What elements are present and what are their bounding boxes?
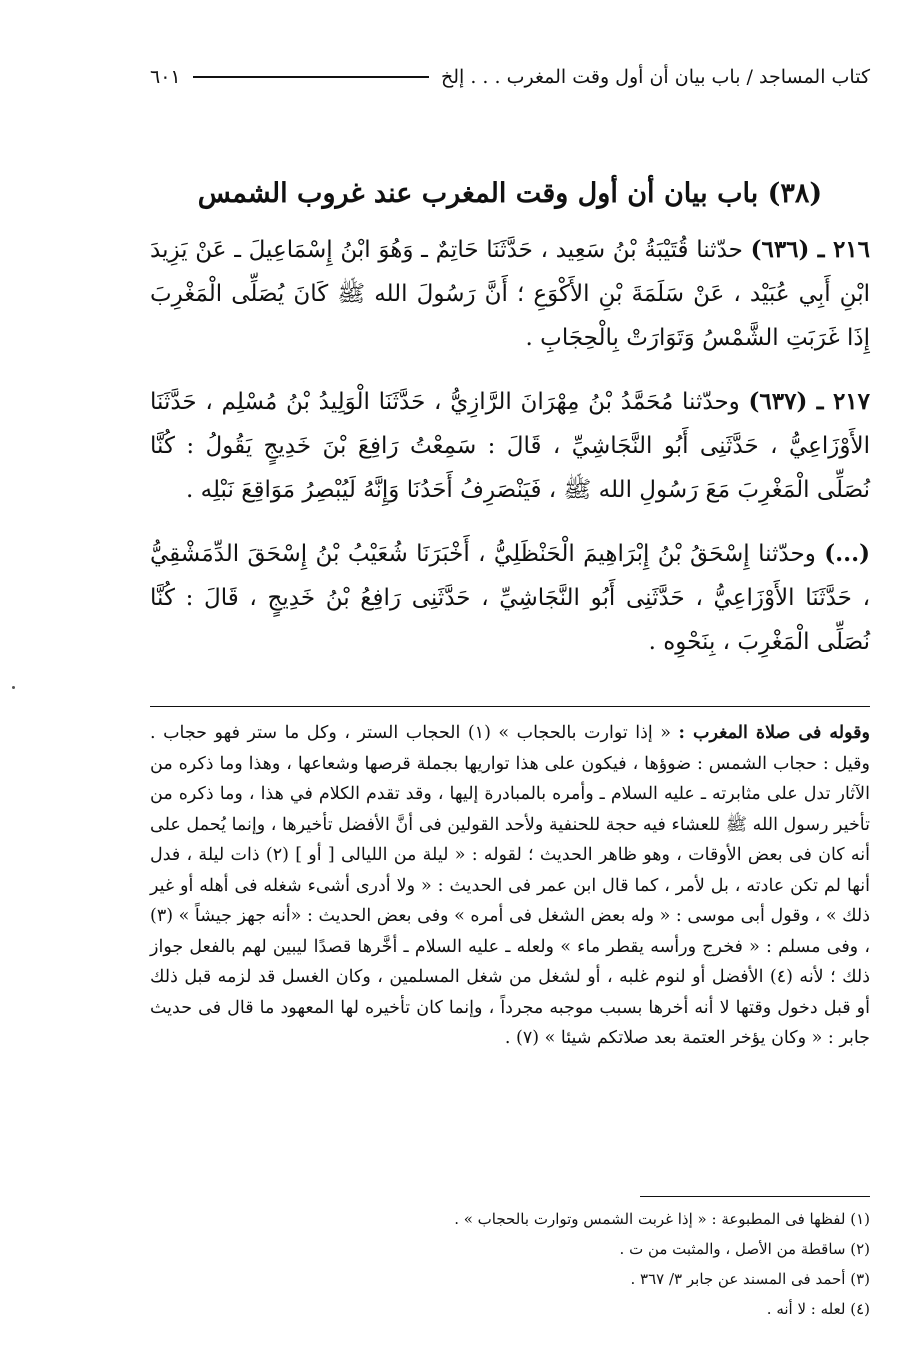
hadith-number: (...) [824,540,870,567]
commentary-paragraph [150,718,870,1054]
hadith-text [150,228,870,684]
running-title: كتاب المساجد / باب بيان أن أول وقت المغرب . . . إلخ [440,66,870,88]
footnotes [150,1204,870,1324]
hadith-body: حدّثنا قُتَيْبَةُ بْنُ سَعِيد ، حَدَّثَنَا حَاتِمٌ ـ وَهُوَ ابْنُ إِسْمَاعِيلَ ـ عَنْ يَزِيدَ ابْنِ أَبِي عُبَيْد ، عَنْ سَلَمَةَ بْنِ الأَكْوَعِ ؛ أَنَّ رَسُولَ الله ﷺ كَانَ يُصَلِّى الْمَغْرِبَ إِذَا غَرَبَتِ الشَّمْسُ وَتَوَارَتْ بِالْحِجَابِ . [150,237,870,351]
footnote: (٣) أحمد فى المسند عن جابر ٣/ ٣٦٧ . [630,1270,870,1288]
margin-mark [12,686,15,689]
hadith-number: ٢١٧ ـ (٦٣٧) [748,388,870,415]
footnote: (٢) ساقطة من الأصل ، والمثبت من ت . [619,1240,870,1258]
hadith-paragraph [150,228,870,360]
commentary-separator [150,706,870,707]
footnotes-rule [640,1196,870,1197]
hadith-body: وحدّثنا مُحَمَّدُ بْنُ مِهْرَانَ الرَّازِيُّ ، حَدَّثَنَا الْوَلِيدُ بْنُ مُسْلِم ، حَدَّثَنَا الأَوْزَاعِيُّ ، حَدَّثَنِى أَبُو النَّجَاشِيِّ ، قَالَ : سَمِعْتُ رَافِعَ بْنَ خَدِيجٍ يَقُولُ : كُنَّا نُصَلِّى الْمَغْرِبَ مَعَ رَسُولِ الله ﷺ ، فَيَنْصَرِفُ أَحَدُنَا وَإِنَّهُ لَيُبْصِرُ مَوَاقِعَ نَبْلِه . [150,389,870,503]
commentary-lead: وقوله فى صلاة المغرب : [678,723,870,743]
running-header [150,62,870,92]
chapter-title: (٣٨) باب بيان أن أول وقت المغرب عند غروب الشمس [197,178,823,209]
header-rule [193,76,429,78]
hadith-number: ٢١٦ ـ (٦٣٦) [750,236,871,263]
page-number: ٦٠١ [150,66,181,88]
hadith-paragraph [150,380,870,512]
hadith-paragraph [150,532,870,664]
commentary [150,718,870,1054]
footnote: (١) لفظها فى المطبوعة : « إذا غربت الشمس وتوارت بالحجاب » . [454,1210,870,1228]
hadith-body: وحدّثنا إِسْحَقُ بْنُ إِبْرَاهِيمَ الْحَنْظَلِيُّ ، أَخْبَرَنَا شُعَيْبُ بْنُ إِسْحَقَ الدِّمَشْقِيُّ ، حَدَّثَنَا الأَوْزَاعِيُّ ، حَدَّثَنِى أَبُو النَّجَاشِيِّ ، حَدَّثَنِى رَافِعُ بْنُ خَدِيجٍ ، قَالَ : كُنَّا نُصَلِّى الْمَغْرِبَ ، بِنَحْوِه . [150,541,870,655]
commentary-body: « إذا توارت بالحجاب » (١) الحجاب الستر ، وكل ما ستر فهو حجاب . وقيل : حجاب الشمس : ضوؤها ، فيكون على هذا تواريها بجملة قرصها وشعاعها ، وهذا وما ذكره من الآثار تدل على مثابرته ـ عليه السلام ـ وأمره بالمبادرة إليها ، وقد تقدم الكلام في هذا ، وما ذكره من تأخير رسول الله ﷺ للعشاء فيه حجة للحنفية ولأحد القولين فى أنَّ الأفضل تأخيرها ، وإنما يُحمل على أنه كان فى بعض الأوقات ، وهو ظاهر الحديث ؛ لقوله : « ليلة من الليالى [ أو ] (٢) ذات ليلة ، فدل أنها لم تكن عادته ، بل لأمر ، كما قال ابن عمر فى الحديث : « ولا أدرى أشىء شغله فى أهله أو غير ذلك » ، وقول أبى موسى : « وله بعض الشغل فى أمره » وفى بعض الحديث : «أنه جهز جيشاً » (٣) ، وفى مسلم : « فخرج ورأسه يقطر ماء » ولعله ـ عليه السلام ـ أخَّرها قصدًا ليبين لهم بالفعل جواز ذلك ؛ لأنه (٤) الأفضل أو لنوم غلبه ، أو لشغل من شغل المسلمين ، وكان الغسل قد لزمه قبل ذلك أو قبل دخول وقتها لا أنه أخرها بسبب موجبه مجرداً ، وإنما كان تأخيره لها المعهود ما قال فى حديث جابر : « وكان يؤخر العتمة بعد صلاتكم شيئا » (٧) . [150,723,870,1048]
footnote: (٤) لعله : لا أنه . [766,1300,870,1318]
